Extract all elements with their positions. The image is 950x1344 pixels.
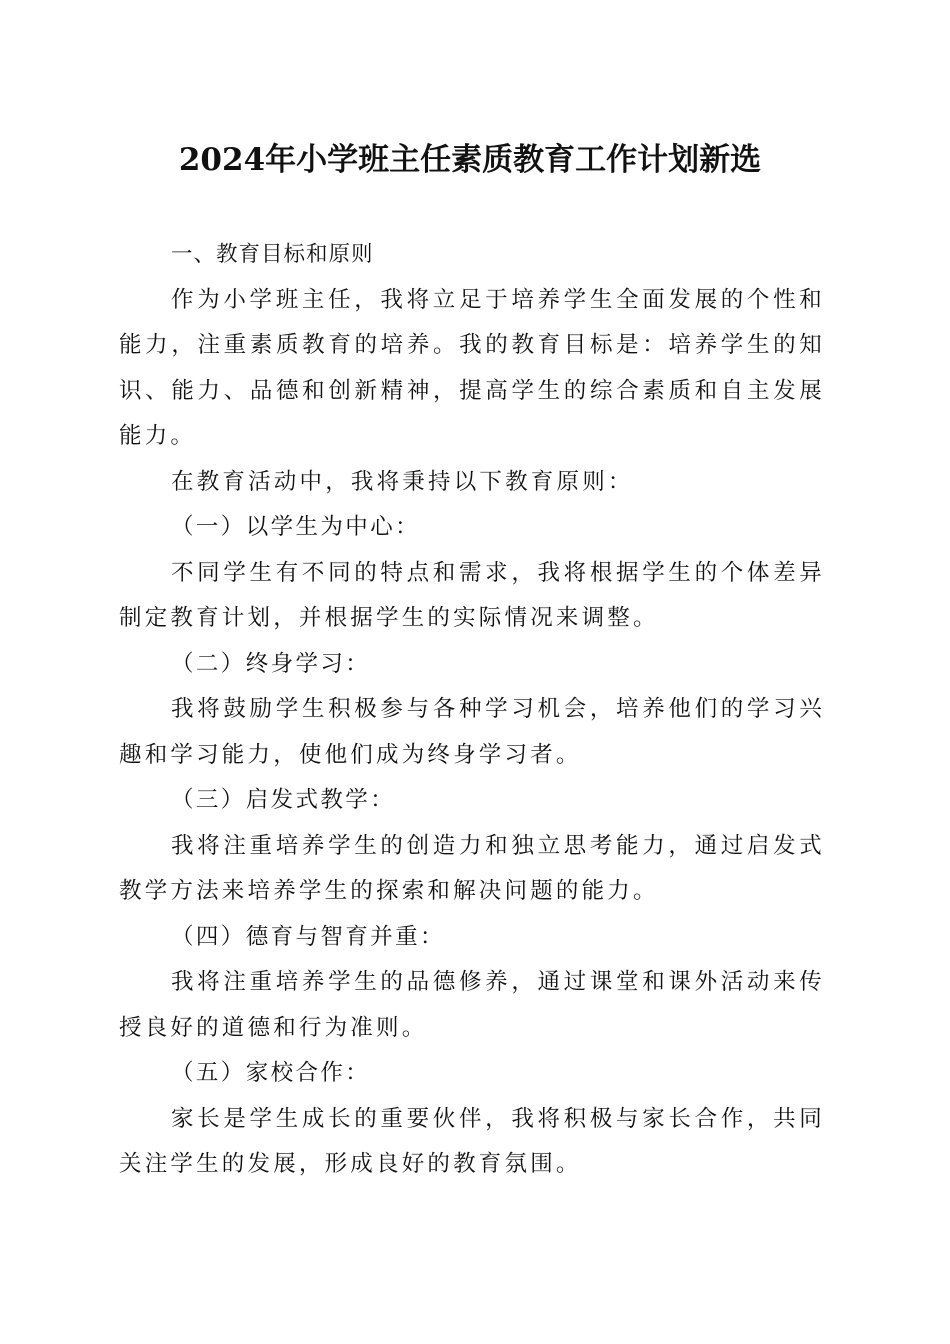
principle-heading: （四）德育与智育并重：: [171, 923, 445, 950]
principle-heading: （三）启发式教学：: [171, 787, 396, 813]
principle-text: 我将鼓励学生积极参与各种学习机会，培养他们的学习兴趣和学习能力，使他们成为终身学习者。: [119, 696, 825, 768]
principle-text: 不同学生有不同的特点和需求，我将根据学生的个体差异制定教育计划，并根据学生的实际情况来调整。: [119, 559, 825, 631]
principle-text: 我将注重培养学生的品德修养，通过课堂和课外活动来传授良好的道德和行为准则。: [119, 969, 825, 1041]
document-body: [119, 232, 825, 1188]
principle-text: 我将注重培养学生的创造力和独立思考能力，通过启发式教学方法来培养学生的探索和解决问题的能力。: [119, 832, 825, 904]
principle-heading: （五）家校合作：: [171, 1060, 371, 1086]
paragraph-principles-intro: 在教育活动中，我将秉持以下教育原则：: [171, 468, 634, 495]
section-heading: 一、教育目标和原则: [171, 242, 374, 267]
principle-heading: （一）以学生为中心：: [171, 514, 421, 540]
document-title: 2024年小学班主任素质教育工作计划新选: [178, 142, 762, 178]
principle-heading: （二）终身学习：: [171, 650, 371, 677]
paragraph-goals: 作为小学班主任，我将立足于培养学生全面发展的个性和能力，注重素质教育的培养。我的教育目标是：培养学生的知识、能力、品德和创新精神，提高学生的综合素质和自主发展能力。: [119, 286, 825, 449]
principle-text: 家长是学生成长的重要伙伴，我将积极与家长合作，共同关注学生的发展，形成良好的教育氛围。: [119, 1105, 825, 1177]
